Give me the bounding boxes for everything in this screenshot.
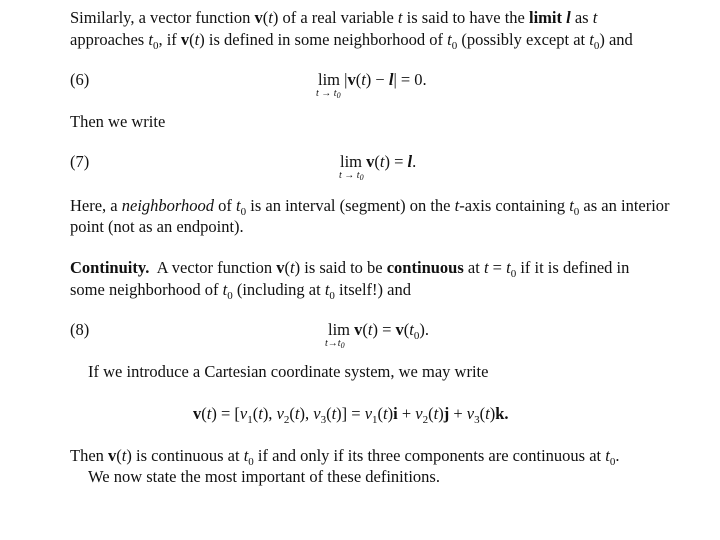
var-t: t (258, 404, 263, 423)
text: , if (158, 30, 181, 49)
vector-l: l (407, 152, 413, 171)
lim-operator: lim (340, 152, 363, 171)
subscript: 0 (240, 206, 247, 218)
var-t: t (409, 320, 414, 339)
var-t: t (268, 8, 273, 27)
text: t→t (325, 338, 341, 349)
vector-v: v (193, 404, 202, 423)
unit-vector-j: j (443, 404, 450, 423)
text: + (397, 404, 416, 423)
equation-number-6: (6) (70, 70, 90, 89)
text: = (488, 258, 507, 277)
closing-line-2: We now state the most important of these definitions. (88, 467, 440, 486)
subscript: 0 (573, 206, 580, 218)
text: ( (189, 30, 195, 49)
var-t: t (433, 404, 439, 423)
text: ( (374, 152, 380, 171)
var-t: t (483, 258, 489, 277)
vector-v: v (362, 152, 375, 171)
text: (including at (232, 280, 325, 299)
var-t: t (383, 404, 388, 423)
text: Here, a (70, 196, 122, 215)
var-t: t (121, 446, 127, 465)
text: as (570, 8, 593, 27)
text: | = 0. (393, 70, 427, 89)
var-t: t (397, 8, 403, 27)
limit-subscript-7 (339, 171, 364, 183)
var-t: t (506, 258, 511, 277)
subscript: 0 (152, 40, 159, 52)
var-t: t (361, 70, 366, 89)
var-t: t (331, 404, 337, 423)
unit-vector-i: i (393, 404, 398, 423)
then-we-write: Then we write (70, 112, 166, 131)
vector-v: v (395, 320, 404, 339)
text: + (449, 404, 467, 423)
subscript: 3 (474, 414, 480, 426)
text: ( (262, 8, 269, 27)
text: ) is continuous at (126, 446, 244, 465)
subscript: 0 (593, 40, 600, 52)
limit-definition-line-1 (70, 8, 597, 28)
subscript: 0 (340, 341, 345, 350)
vector-v: v (276, 258, 285, 277)
text: ) = [ (211, 404, 240, 423)
text: ), (299, 404, 314, 423)
text: ) (387, 404, 394, 423)
text: ( (289, 404, 295, 423)
equation-number-7: (7) (70, 152, 90, 171)
subscript: 0 (413, 330, 420, 342)
subscript: 0 (510, 268, 517, 280)
text: ) (489, 404, 496, 423)
var-t: t (454, 196, 460, 215)
var-t: t (367, 320, 373, 339)
text: ( (479, 404, 486, 423)
text: at (463, 258, 484, 277)
text: ( (355, 70, 362, 89)
unit-vector-k: k. (495, 404, 509, 423)
subscript: 0 (609, 456, 616, 468)
text: Similarly, a vector function (70, 8, 255, 27)
text: ( (116, 446, 122, 465)
vector-l: l (562, 8, 571, 27)
text: ( (326, 404, 332, 423)
text: ) − (365, 70, 389, 89)
limit-definition-line-2 (70, 30, 633, 56)
text: itself!) and (334, 280, 411, 299)
equation-number-8: (8) (70, 320, 90, 339)
var-t: t (236, 196, 241, 215)
text: is an interval (segment) on the (246, 196, 455, 215)
text: ), (262, 404, 277, 423)
text: (possibly except at (457, 30, 590, 49)
var-v: v (466, 404, 475, 423)
var-t: t (290, 258, 295, 277)
equation-7 (340, 152, 416, 172)
vector-v: v (254, 8, 263, 27)
text: t → t (339, 170, 360, 181)
subscript: 0 (336, 91, 341, 100)
var-t: t (605, 446, 610, 465)
subscript: 3 (320, 414, 327, 426)
vector-v: v (347, 70, 356, 89)
text: ( (201, 404, 207, 423)
subscript: 0 (359, 173, 364, 182)
text: . (615, 446, 620, 465)
var-t: t (379, 152, 385, 171)
vector-v: v (108, 446, 117, 465)
var-t: t (447, 30, 452, 49)
continuity-line-2 (70, 280, 411, 306)
text: -axis containing (459, 196, 570, 215)
text: if and only if its three components are continuous at (253, 446, 606, 465)
equation-6 (318, 70, 427, 90)
text: as an interior (579, 196, 670, 215)
var-t: t (206, 404, 212, 423)
subscript: 0 (329, 290, 335, 302)
continuity-heading: Continuity. (70, 258, 150, 277)
text: if it is defined in (516, 258, 630, 277)
term-neighborhood: neighborhood (121, 196, 215, 215)
text: | (340, 70, 348, 89)
text: ( (403, 320, 410, 339)
text: is said to have the (402, 8, 529, 27)
vector-v: v (350, 320, 363, 339)
text: ( (252, 404, 259, 423)
text: ) = (372, 320, 396, 339)
cartesian-intro: If we introduce a Cartesian coordinate system, we may write (88, 362, 489, 381)
var-v: v (239, 404, 248, 423)
subscript: 0 (248, 456, 254, 468)
text: ) = (384, 152, 408, 171)
text: Then (70, 446, 109, 465)
text: ( (377, 404, 384, 423)
var-v: v (313, 404, 321, 423)
limit-subscript-8 (325, 339, 345, 351)
var-t: t (222, 280, 228, 299)
limit-subscript-6 (316, 89, 341, 101)
lim-operator: lim (328, 320, 351, 339)
term-continuous: continuous (386, 258, 464, 277)
subscript: 2 (283, 414, 290, 426)
var-t: t (592, 8, 598, 27)
text: ( (428, 404, 434, 423)
var-v: v (276, 404, 284, 423)
text: . (412, 152, 417, 171)
text: ) of a real variable (272, 8, 398, 27)
var-t: t (294, 404, 300, 423)
text: some neighborhood of (70, 280, 223, 299)
cartesian-equation (193, 404, 509, 430)
text: ). (419, 320, 430, 339)
text: ) is said to be (294, 258, 387, 277)
vector-l: l (388, 70, 394, 89)
text: ) (438, 404, 444, 423)
var-v: v (364, 404, 373, 423)
text: ( (284, 258, 291, 277)
var-t: t (324, 280, 330, 299)
var-t: t (148, 30, 153, 49)
text: )] = (336, 404, 365, 423)
subscript: 2 (422, 414, 429, 426)
lim-operator: lim (318, 70, 341, 89)
text: ) is defined in some neighborhood of (199, 30, 448, 49)
var-t: t (589, 30, 594, 49)
var-t: t (194, 30, 200, 49)
var-t: t (485, 404, 490, 423)
vector-v: v (180, 30, 190, 49)
subscript: 0 (227, 290, 233, 302)
neighborhood-line-2: point (not as an endpoint). (70, 217, 244, 236)
subscript: 1 (247, 414, 253, 426)
text: t → t (316, 88, 337, 99)
text: of (214, 196, 237, 215)
var-v: v (415, 404, 423, 423)
text: approaches (70, 30, 149, 49)
subscript: 0 (451, 40, 458, 52)
text: ) and (599, 30, 633, 49)
text: ( (362, 320, 368, 339)
var-t: t (243, 446, 249, 465)
text: A vector function (149, 258, 277, 277)
var-t: t (569, 196, 574, 215)
term-limit: limit (529, 8, 562, 27)
subscript: 1 (372, 414, 378, 426)
